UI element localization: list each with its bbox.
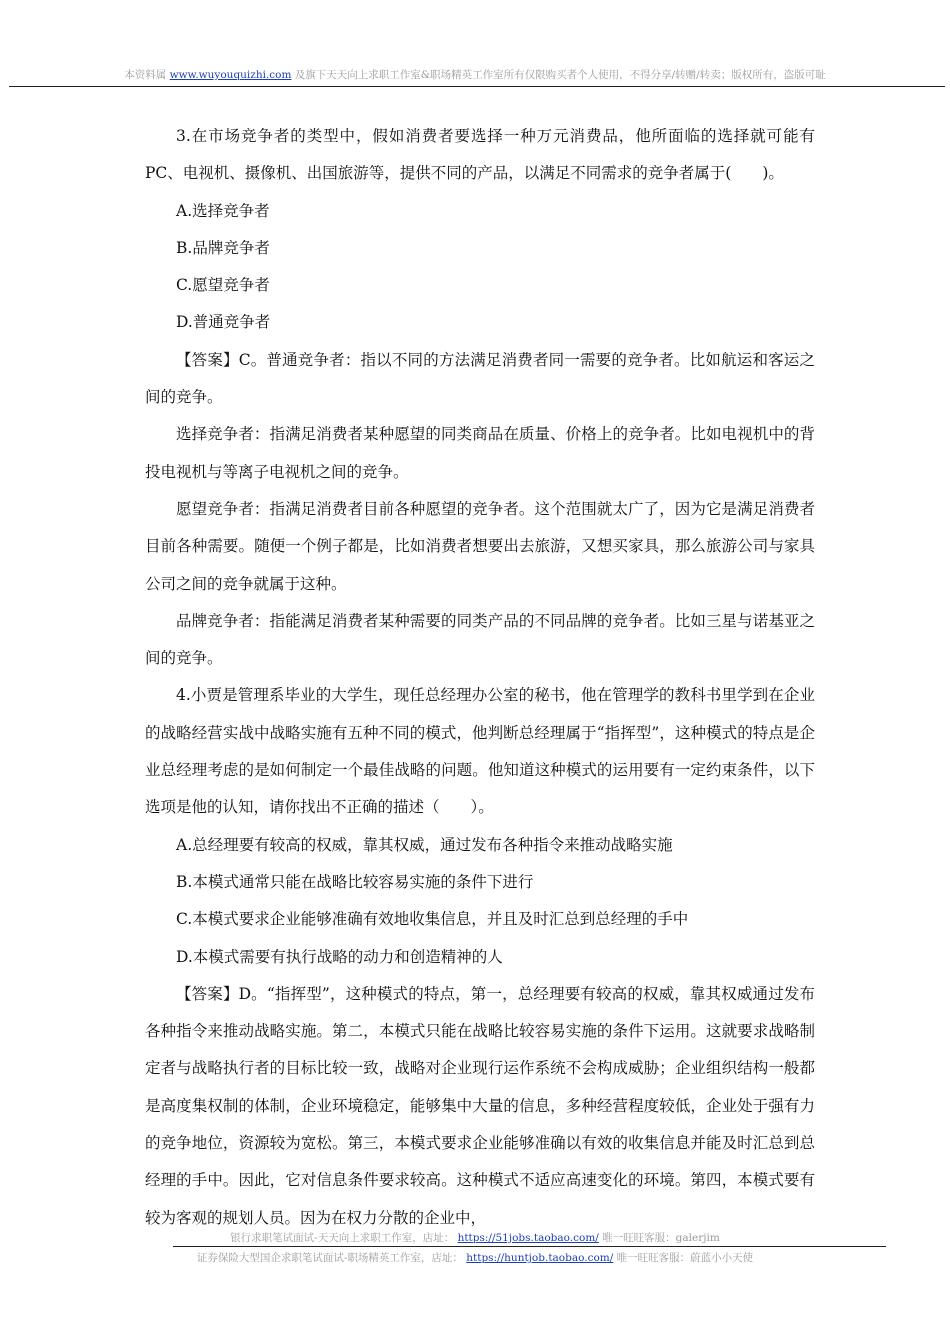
q3-option-d: D.普通竞争者 <box>176 313 271 332</box>
footer-1-prefix: 银行求职笔试面试-天天向上求职工作室，店址： <box>230 1232 455 1244</box>
q4-option-c: C.本模式要求企业能够准确有效地收集信息，并且及时汇总到总经理的手中 <box>176 910 689 929</box>
header-site-link[interactable]: www.wuyouquizhi.com <box>169 69 292 81</box>
copyright-header <box>0 68 950 82</box>
footer-1-shop-link[interactable]: https://51jobs.taobao.com/ <box>457 1232 599 1244</box>
document-body <box>145 118 815 1237</box>
q3-explain-desire: 愿望竞争者：指满足消费者目前各种愿望的竞争者。这个范围就太广了，因为它是满足消费者目前各种需要。随便一个例子都是，比如消费者想要出去旅游，又想买家具，那么旅游公司与家具公司之间的竞争就属于这种。 <box>145 499 815 593</box>
footer-2-suffix: 唯一旺旺客服：蔚蓝小小天使 <box>616 1252 754 1264</box>
footer-2-shop-link[interactable]: https://huntjob.taobao.com/ <box>466 1252 614 1264</box>
q4-option-a: A.总经理要有较高的权威，靠其权威，通过发布各种指令来推动战略实施 <box>176 835 673 854</box>
q4-option-b: B.本模式通常只能在战略比较容易实施的条件下进行 <box>176 872 534 891</box>
footer-2-prefix: 证券保险大型国企求职笔试面试-职场精英工作室，店址： <box>196 1252 463 1264</box>
q3-answer: 【答案】C。普通竞争者：指以不同的方法满足消费者同一需要的竞争者。比如航运和客运之间的竞争。 <box>145 350 815 407</box>
header-prefix: 本资料属 <box>124 69 167 81</box>
footer-divider <box>173 1246 886 1247</box>
q4-answer: 【答案】D。“指挥型”，这种模式的特点，第一，总经理要有较高的权威，靠其权威通过发布各种指令来推动战略实施。第二，本模式只能在战略比较容易实施的条件下运用。这就要求战略制定者与战略执行者的目标比较一致，战略对企业现行运作系统不会构成威胁；企业组织结构一般都是高度集权制的体制，企业环境稳定，能够集中大量的信息，多种经营程度较低，企业处于强有力的竞争地位，资源较为宽松。第三，本模式要求企业能够准确以有效的收集信息并能及时汇总到总经理的手中。因此，它对信息条件要求较高。这种模式不适应高速变化的环境。第四，本模式要有较为客观的规划人员。因为在权力分散的企业中， <box>145 984 815 1227</box>
q3-option-a: A.选择竞争者 <box>176 201 270 220</box>
header-divider <box>9 86 945 87</box>
q3-option-b: B.品牌竞争者 <box>176 238 270 257</box>
q3-stem: 3.在市场竞争者的类型中，假如消费者要选择一种万元消费品，他所面临的选择就可能有PC、电视机、摄像机、出国旅游等，提供不同的产品，以满足不同需求的竞争者属于( )。 <box>145 127 815 183</box>
q3-explain-brand: 品牌竞争者：指能满足消费者某种需要的同类产品的不同品牌的竞争者。比如三星与诺基亚之间的竞争。 <box>145 611 815 668</box>
q4-option-d: D.本模式需要有执行战略的动力和创造精神的人 <box>176 947 503 966</box>
header-suffix: 及旗下天天向上求职工作室&职场精英工作室所有仅限购买者个人使用，不得分享/转赠/转卖；版权所有，盗版可耻 <box>294 69 826 81</box>
q3-option-c: C.愿望竞争者 <box>176 276 270 295</box>
footer-line-2 <box>0 1251 950 1265</box>
footer-line-1 <box>0 1231 950 1245</box>
footer-1-suffix: 唯一旺旺客服：galerjim <box>602 1232 720 1244</box>
q4-stem: 4.小贾是管理系毕业的大学生，现任总经理办公室的秘书，他在管理学的教科书里学到在企业的战略经营实战中战略实施有五种不同的模式，他判断总经理属于“指挥型”，这种模式的特点是企业总经理考虑的是如何制定一个最佳战略的问题。他知道这种模式的运用要有一定约束条件，以下选项是他的认知，请你找出不正确的描述（ ）。 <box>145 686 815 817</box>
q3-explain-choice: 选择竞争者：指满足消费者某种愿望的同类商品在质量、价格上的竞争者。比如电视机中的背投电视机与等离子电视机之间的竞争。 <box>145 425 815 481</box>
